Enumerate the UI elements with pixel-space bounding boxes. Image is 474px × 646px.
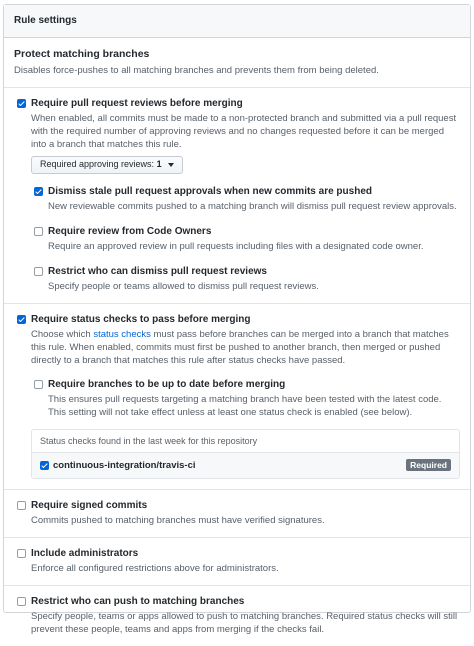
status-checks-option: [14, 314, 460, 479]
include-admins-description: Enforce all configured restrictions above for administrators.: [31, 563, 279, 574]
dismiss-stale-description: New reviewable commits pushed to a matching branch will dismiss pull request review approvals.: [48, 201, 457, 212]
dismiss-stale-checkbox[interactable]: [34, 187, 43, 196]
status-checks-link[interactable]: status checks: [93, 329, 151, 340]
restrict-push-description: Specify people, teams or apps allowed to push to matching branches. Required status checks will still prevent these people, teams and apps from merging if the checks fail.: [31, 611, 458, 635]
panel-title: Rule settings: [4, 5, 470, 38]
rule-settings-panel: [3, 4, 471, 635]
restrict-push-checkbox[interactable]: [17, 597, 26, 606]
status-check-row: [32, 453, 459, 478]
code-owners-checkbox[interactable]: [34, 227, 43, 236]
code-owners-description: Require an approved review in pull requests including files with a designated code owner.: [48, 241, 424, 252]
restrict-push-option: [14, 596, 460, 636]
approving-reviews-dropdown[interactable]: [31, 156, 183, 174]
dropdown-prefix: Required approving reviews:: [40, 159, 155, 169]
dismiss-stale-option: [31, 186, 460, 213]
travis-ci-checkbox[interactable]: [40, 461, 49, 470]
signed-commits-description: Commits pushed to matching branches must have verified signatures.: [31, 515, 325, 526]
status-checks-label[interactable]: Require status checks to pass before merging: [31, 314, 251, 325]
pr-reviews-checkbox[interactable]: [17, 99, 26, 108]
up-to-date-description: This ensures pull requests targeting a matching branch have been tested with the latest code. This setting will not take effect unless at least one status check is enabled (see below).: [48, 394, 442, 418]
pr-reviews-option: [14, 98, 460, 293]
include-admins-label[interactable]: Include administrators: [31, 548, 139, 559]
status-checks-description: [31, 328, 460, 367]
status-check-name[interactable]: continuous-integration/travis-ci: [53, 460, 196, 471]
restrict-dismiss-description: Specify people or teams allowed to dismiss pull request reviews.: [48, 281, 319, 292]
status-checks-section: [4, 304, 470, 490]
status-checks-list-header: Status checks found in the last week for this repository: [32, 430, 459, 453]
pr-reviews-section: [4, 88, 470, 304]
protect-title: Protect matching branches: [14, 48, 150, 60]
code-owners-option: [31, 226, 460, 253]
signed-commits-label[interactable]: Require signed commits: [31, 500, 148, 511]
dropdown-value: 1: [156, 159, 162, 169]
restrict-push-section: [4, 586, 470, 646]
restrict-push-label[interactable]: Restrict who can push to matching branches: [31, 596, 245, 607]
caret-down-icon: [168, 163, 174, 167]
status-desc-before: Choose which: [31, 329, 94, 340]
status-desc-after: must pass before branches can be merged into a branch that matches this rule. When enabled, commits must first be pushed to another branch, then merged or pushed directly to a branch that matches this rule after status checks have passed.: [31, 329, 449, 366]
include-admins-section: [4, 538, 470, 586]
restrict-dismiss-checkbox[interactable]: [34, 267, 43, 276]
status-checks-list: [31, 429, 460, 479]
status-checks-checkbox[interactable]: [17, 315, 26, 324]
restrict-dismiss-label[interactable]: Restrict who can dismiss pull request reviews: [48, 266, 267, 277]
signed-commits-option: [14, 500, 460, 527]
restrict-dismiss-option: [31, 266, 460, 293]
up-to-date-checkbox[interactable]: [34, 380, 43, 389]
include-admins-checkbox[interactable]: [17, 549, 26, 558]
pr-reviews-description: When enabled, all commits must be made to a non-protected branch and submitted via a pull request with the required number of approving reviews and no changes requested before it can be merged into a branch that matches this rule.: [31, 113, 457, 150]
signed-commits-checkbox[interactable]: [17, 501, 26, 510]
code-owners-label[interactable]: Require review from Code Owners: [48, 226, 212, 237]
protect-description: Disables force-pushes to all matching branches and prevents them from being deleted.: [14, 65, 379, 76]
signed-commits-section: [4, 490, 470, 538]
protect-section: [4, 38, 470, 88]
include-admins-option: [14, 548, 460, 575]
required-badge: Required: [406, 459, 451, 471]
dismiss-stale-label[interactable]: Dismiss stale pull request approvals when new commits are pushed: [48, 186, 372, 197]
up-to-date-option: [31, 379, 460, 419]
pr-reviews-label[interactable]: Require pull request reviews before merging: [31, 98, 243, 109]
up-to-date-label[interactable]: Require branches to be up to date before merging: [48, 379, 286, 390]
